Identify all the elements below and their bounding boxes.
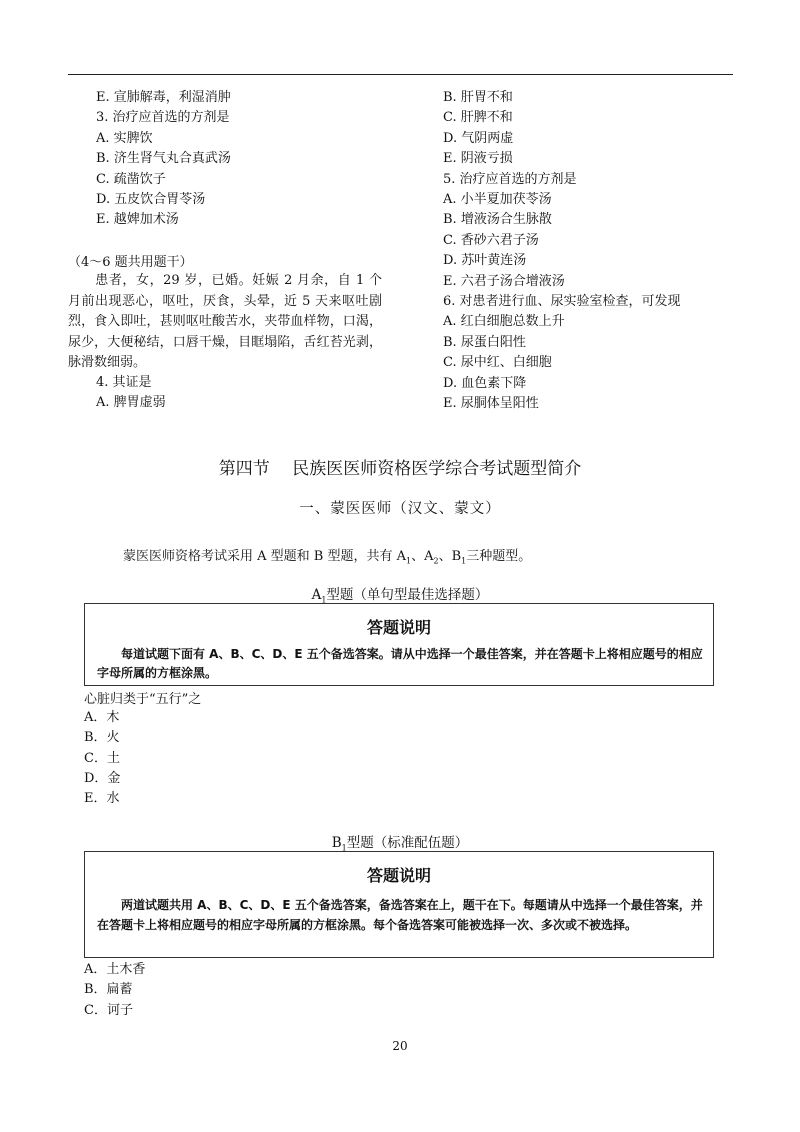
b1-options (84, 960, 145, 1021)
list-item: A. 实脾饮 (96, 130, 153, 146)
list-item: 6. 对患者进行血、尿实验室检查，可发现 (443, 294, 681, 310)
case-group-label: （4～6 题共用题干） (68, 255, 193, 270)
list-item: E. 六君子汤合增液汤 (443, 273, 565, 289)
right-column (443, 88, 743, 415)
list-item: A. 小半夏加茯苓汤 (443, 192, 552, 208)
list-item: A. 脾胃虚弱 (96, 395, 166, 411)
b1-type-label: $B_1$型题（标准配伍题） (331, 835, 469, 853)
section-title: 第四节 民族医医师资格医学综合考试题型简介 (218, 459, 582, 479)
option-item: C．诃子 (84, 1002, 133, 1018)
list-item: D. 五皮饮合胃苓汤 (96, 192, 206, 208)
list-item: D. 气阴两虚 (443, 130, 514, 146)
list-item: 3. 治疗应首选的方剂是 (96, 110, 230, 126)
list-item: E. 越婢加术汤 (96, 212, 179, 228)
list-item: C. 肝脾不和 (443, 110, 513, 126)
b1-instruction-box (84, 851, 714, 958)
box-text: 每道试题下面有 A、B、C、D、E 五个备选答案。请从中选择一个最佳答案，并在答题卡上将相应题号的相应字母所属的方框涂黑。 (97, 647, 703, 680)
subtitle: 一、蒙医医师（汉文、蒙文） (299, 501, 501, 517)
option-item: A．木 (84, 710, 120, 725)
a1-type-label: $A_1$型题（单句型最佳选择题） (311, 587, 489, 605)
case-stem: 患者，女，29 岁，已婚。妊娠 2 月余，自 1 个月前出现恶心，呕吐，厌食，头晕，近 5 天来呕吐剧烈，食入即吐，甚则呕吐酸苦水，夹带血样物，口渴，尿少，大便秘结，口唇干燥，目眶塌陷，舌红苔光剥，脉滑数细弱。 (68, 273, 382, 370)
header-rule (68, 74, 733, 75)
list-item: 5. 治疗应首选的方剂是 (443, 171, 577, 187)
intro-paragraph: 蒙医医师资格考试采用 A 型题和 B 型题，共有 $A_1$、$A_2$、$B_1$三种题型。 (123, 549, 532, 566)
list-item: A. 红白细胞总数上升 (443, 314, 565, 330)
list-item: B. 肝胃不和 (443, 90, 513, 105)
list-item: C. 疏凿饮子 (96, 171, 166, 187)
option-item: A．土木香 (84, 962, 146, 977)
list-item: E. 尿胴体呈阳性 (443, 396, 539, 412)
list-item: B. 尿蛋白阳性 (443, 334, 526, 350)
page-number: 20 (392, 1039, 408, 1053)
option-item: B．火 (84, 730, 120, 746)
list-item: B. 济生肾气丸合真武汤 (96, 151, 231, 167)
list-item: C. 尿中红、白细胞 (443, 355, 552, 371)
question-stem: 心脏归类于“五行”之 (84, 692, 202, 707)
list-item: E. 阴液亏损 (443, 151, 513, 167)
box-title: 答题说明 (366, 618, 431, 637)
left-column-after (96, 373, 396, 414)
list-item: D. 血色素下降 (443, 375, 527, 391)
option-item: D．金 (84, 770, 121, 786)
option-item: B．扁蓄 (84, 982, 133, 998)
list-item: C. 香砂六君子汤 (443, 232, 539, 248)
option-item: E．水 (84, 791, 120, 807)
box-text: 两道试题共用 A、B、C、D、E 五个备选答案，备选答案在上，题干在下。每题请从中选择一个最佳答案，并在答题卡上将相应题号的相应字母所属的方框涂黑。每个备选答案可能被选择一次、多次或不被选择。 (97, 898, 703, 932)
list-item: D. 苏叶黄连汤 (443, 253, 527, 269)
a1-instruction-box (84, 603, 714, 686)
box-title: 答题说明 (366, 866, 431, 885)
list-item: E. 宣肺解毒，利湿消肿 (96, 90, 231, 105)
list-item: B. 增液汤合生脉散 (443, 212, 552, 228)
a1-options (84, 708, 120, 809)
list-item: 4. 其证是 (96, 375, 152, 390)
option-item: C．土 (84, 750, 120, 766)
left-column (96, 88, 396, 231)
